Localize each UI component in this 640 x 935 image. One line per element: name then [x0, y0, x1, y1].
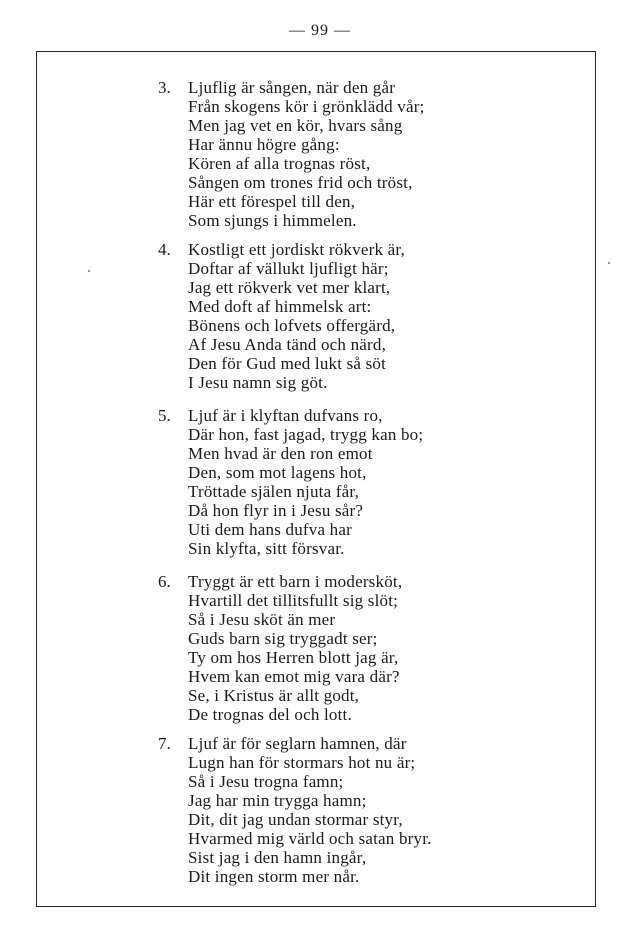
stanza-number: 7.: [158, 734, 171, 753]
stanza-lines: [188, 78, 425, 230]
verse-line: Guds barn sig tryggadt ser;: [188, 629, 378, 648]
verse-line: Så i Jesu sköt än mer: [188, 610, 336, 629]
verse-line: Doftar af vällukt ljufligt här;: [188, 259, 389, 278]
verse-line: I Jesu namn sig göt.: [188, 373, 328, 392]
verse-line: Men jag vet en kör, hvars sång: [188, 116, 403, 135]
verse-line: Hvarmed mig värld och satan bryr.: [188, 829, 432, 848]
verse-line: Se, i Kristus är allt godt,: [188, 686, 360, 705]
verse-line: Här ett förespel till den,: [188, 192, 356, 211]
verse-line: Från skogens kör i grönklädd vår;: [188, 97, 425, 116]
print-speck: [608, 262, 610, 264]
verse-line: Dit ingen storm mer når.: [188, 867, 360, 886]
stanza-lines: [188, 572, 402, 724]
verse-line: Där hon, fast jagad, trygg kan bo;: [188, 425, 424, 444]
verse-line: Ty om hos Herren blott jag är,: [188, 648, 399, 667]
verse-line: Så i Jesu trogna famn;: [188, 772, 344, 791]
verse-line: Ljuflig är sången, när den går: [188, 78, 396, 97]
verse-line: Men hvad är den ron emot: [188, 444, 373, 463]
verse-line: Ljuf är i klyftan dufvans ro,: [188, 406, 383, 425]
stanza-number: 4.: [158, 240, 171, 259]
verse-line: Bönens och lofvets offergärd,: [188, 316, 396, 335]
stanza-lines: [188, 240, 405, 392]
stanza-lines: [188, 734, 432, 886]
verse-line: Hvem kan emot mig vara där?: [188, 667, 400, 686]
verse-line: Kören af alla trognas röst,: [188, 154, 371, 173]
verse-line: Jag ett rökverk vet mer klart,: [188, 278, 391, 297]
verse-line: Den för Gud med lukt så söt: [188, 354, 387, 373]
print-speck: [88, 270, 90, 272]
verse-line: Uti dem hans dufva har: [188, 520, 352, 539]
page-number: — 99 —: [289, 22, 351, 39]
verse-line: Har ännu högre gång:: [188, 135, 340, 154]
verse-line: Af Jesu Anda tänd och närd,: [188, 335, 387, 354]
verse-line: Sin klyfta, sitt försvar.: [188, 539, 345, 558]
verse-line: Jag har min trygga hamn;: [188, 791, 367, 810]
verse-line: Tröttade själen njuta får,: [188, 482, 360, 501]
verse-line: Tryggt är ett barn i modersköt,: [188, 572, 403, 591]
verse-line: Som sjungs i himmelen.: [188, 211, 357, 230]
verse-line: Dit, dit jag undan stormar styr,: [188, 810, 403, 829]
verse-line: De trognas del och lott.: [188, 705, 352, 724]
verse-line: Sist jag i den hamn ingår,: [188, 848, 367, 867]
verse-line: Sången om trones frid och tröst,: [188, 173, 413, 192]
verse-line: Kostligt ett jordiskt rökverk är,: [188, 240, 405, 259]
verse-line: Lugn han för stormars hot nu är;: [188, 753, 416, 772]
stanza-number: 3.: [158, 78, 171, 97]
verse-line: Hvartill det tillitsfullt sig slöt;: [188, 591, 399, 610]
verse-line: Ljuf är för seglarn hamnen, där: [188, 734, 407, 753]
verse-line: Då hon flyr in i Jesu sår?: [188, 501, 364, 520]
stanza-number: 6.: [158, 572, 171, 591]
stanza-number: 5.: [158, 406, 171, 425]
verse-line: Med doft af himmelsk art:: [188, 297, 372, 316]
verse-line: Den, som mot lagens hot,: [188, 463, 367, 482]
stanza-lines: [188, 406, 423, 558]
